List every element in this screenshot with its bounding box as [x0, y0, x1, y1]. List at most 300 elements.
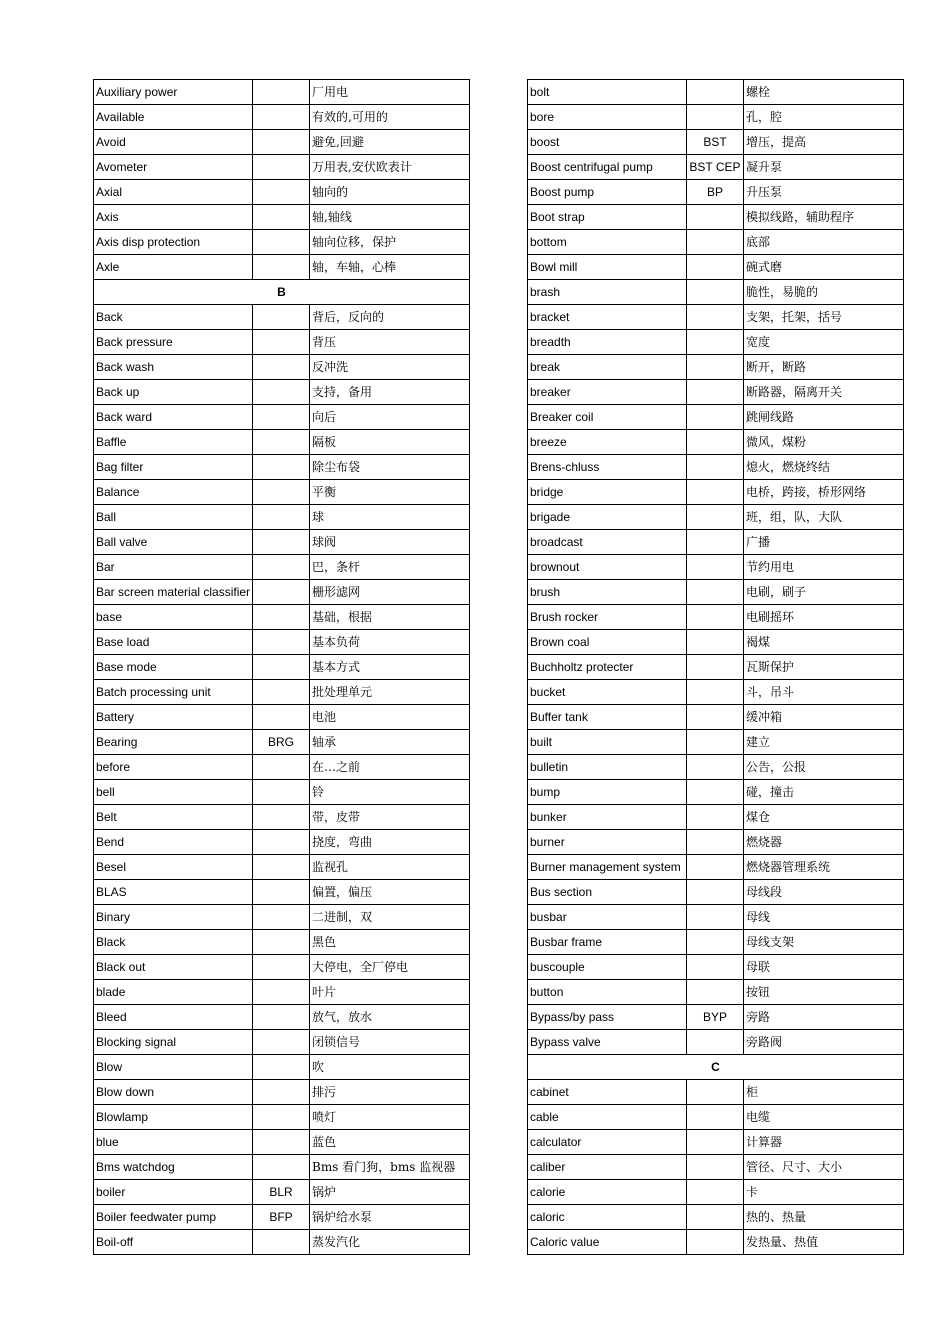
table-row	[528, 1230, 904, 1255]
term-chinese: 球阀	[310, 530, 470, 555]
term-abbreviation	[687, 955, 744, 980]
term-abbreviation	[687, 730, 744, 755]
table-row	[528, 855, 904, 880]
term-english: Balance	[94, 480, 253, 505]
term-english: Boil-off	[94, 1230, 253, 1255]
term-abbreviation	[253, 205, 310, 230]
term-abbreviation	[687, 1180, 744, 1205]
table-row	[94, 455, 470, 480]
table-row	[94, 755, 470, 780]
term-english: brash	[528, 280, 687, 305]
term-abbreviation	[687, 605, 744, 630]
term-chinese: 斗，吊斗	[744, 680, 904, 705]
table-row	[528, 530, 904, 555]
term-chinese: 按钮	[744, 980, 904, 1005]
term-chinese: 煤仓	[744, 805, 904, 830]
term-abbreviation	[253, 105, 310, 130]
term-english: Axis disp protection	[94, 230, 253, 255]
term-abbreviation	[687, 980, 744, 1005]
term-chinese: 避免,回避	[310, 130, 470, 155]
term-abbreviation	[253, 130, 310, 155]
table-row	[94, 555, 470, 580]
term-english: brownout	[528, 555, 687, 580]
term-chinese: 有效的,可用的	[310, 105, 470, 130]
term-chinese: 跳闸线路	[744, 405, 904, 430]
table-row	[94, 205, 470, 230]
term-english: Bearing	[94, 730, 253, 755]
table-row	[528, 780, 904, 805]
term-abbreviation	[253, 1230, 310, 1255]
term-english: Blow down	[94, 1080, 253, 1105]
table-row	[94, 605, 470, 630]
table-row	[528, 230, 904, 255]
term-chinese: 底部	[744, 230, 904, 255]
term-abbreviation	[253, 455, 310, 480]
term-abbreviation	[687, 1080, 744, 1105]
term-english: Bus section	[528, 880, 687, 905]
term-abbreviation	[253, 905, 310, 930]
term-english: bridge	[528, 480, 687, 505]
term-abbreviation	[253, 230, 310, 255]
term-abbreviation	[687, 830, 744, 855]
term-abbreviation	[253, 980, 310, 1005]
term-abbreviation: BLR	[253, 1180, 310, 1205]
term-abbreviation	[253, 430, 310, 455]
term-abbreviation: BST CEP	[687, 155, 744, 180]
table-row	[94, 680, 470, 705]
section-header-row	[528, 1055, 904, 1080]
table-row	[94, 430, 470, 455]
term-english: Buffer tank	[528, 705, 687, 730]
term-chinese: 放气，放水	[310, 1005, 470, 1030]
term-abbreviation	[687, 355, 744, 380]
term-english: before	[94, 755, 253, 780]
term-english: button	[528, 980, 687, 1005]
term-english: Back wash	[94, 355, 253, 380]
table-row	[528, 1180, 904, 1205]
table-row	[528, 980, 904, 1005]
table-row	[94, 730, 470, 755]
term-chinese: 燃烧器管理系统	[744, 855, 904, 880]
term-chinese: 螺栓	[744, 80, 904, 105]
table-row	[528, 805, 904, 830]
term-english: Black out	[94, 955, 253, 980]
section-header-row	[94, 280, 470, 305]
term-english: Bypass/by pass	[528, 1005, 687, 1030]
term-english: blue	[94, 1130, 253, 1155]
term-abbreviation	[687, 105, 744, 130]
term-english: Brown coal	[528, 630, 687, 655]
term-english: Bar screen material classifier	[94, 580, 253, 605]
table-row	[94, 330, 470, 355]
table-row	[94, 1005, 470, 1030]
term-english: Axis	[94, 205, 253, 230]
term-chinese: 断开，断路	[744, 355, 904, 380]
term-abbreviation	[687, 430, 744, 455]
term-chinese: 瓦斯保护	[744, 655, 904, 680]
table-row	[94, 380, 470, 405]
table-row	[528, 1005, 904, 1030]
term-chinese: 燃烧器	[744, 830, 904, 855]
term-abbreviation: BYP	[687, 1005, 744, 1030]
term-chinese: 偏置，偏压	[310, 880, 470, 905]
term-abbreviation: BST	[687, 130, 744, 155]
term-abbreviation	[253, 255, 310, 280]
table-row	[94, 580, 470, 605]
table-row	[528, 955, 904, 980]
term-english: bottom	[528, 230, 687, 255]
table-row	[94, 505, 470, 530]
table-row	[94, 180, 470, 205]
table-row	[528, 655, 904, 680]
term-abbreviation	[687, 230, 744, 255]
term-english: calorie	[528, 1180, 687, 1205]
term-chinese: 在…之前	[310, 755, 470, 780]
left-table-body	[94, 80, 470, 1255]
term-abbreviation	[253, 1030, 310, 1055]
term-english: break	[528, 355, 687, 380]
term-english: Back ward	[94, 405, 253, 430]
table-row	[528, 905, 904, 930]
term-abbreviation	[687, 805, 744, 830]
term-chinese: 宽度	[744, 330, 904, 355]
term-english: Baffle	[94, 430, 253, 455]
term-abbreviation	[253, 680, 310, 705]
term-abbreviation	[687, 780, 744, 805]
term-chinese: 锅炉	[310, 1180, 470, 1205]
term-chinese: 卡	[744, 1180, 904, 1205]
table-row	[94, 80, 470, 105]
term-english: Battery	[94, 705, 253, 730]
table-row	[528, 730, 904, 755]
term-abbreviation	[687, 205, 744, 230]
term-english: Binary	[94, 905, 253, 930]
term-english: Bend	[94, 830, 253, 855]
term-english: brigade	[528, 505, 687, 530]
term-abbreviation	[687, 405, 744, 430]
section-letter: B	[94, 280, 470, 305]
term-english: Axial	[94, 180, 253, 205]
table-row	[528, 1205, 904, 1230]
term-chinese: 建立	[744, 730, 904, 755]
table-row	[94, 405, 470, 430]
term-english: Axle	[94, 255, 253, 280]
term-chinese: 支架，托架，括号	[744, 305, 904, 330]
term-abbreviation	[253, 780, 310, 805]
term-english: bulletin	[528, 755, 687, 780]
term-abbreviation	[253, 630, 310, 655]
table-row	[528, 305, 904, 330]
term-abbreviation	[687, 330, 744, 355]
term-abbreviation	[253, 655, 310, 680]
term-chinese: 褐煤	[744, 630, 904, 655]
table-row	[528, 705, 904, 730]
table-row	[528, 930, 904, 955]
term-abbreviation	[687, 930, 744, 955]
term-chinese: 平衡	[310, 480, 470, 505]
term-abbreviation: BFP	[253, 1205, 310, 1230]
table-row	[94, 1130, 470, 1155]
term-english: Base load	[94, 630, 253, 655]
term-english: Avometer	[94, 155, 253, 180]
term-abbreviation	[253, 1155, 310, 1180]
term-chinese: 微风，煤粉	[744, 430, 904, 455]
term-abbreviation	[253, 555, 310, 580]
table-row	[528, 455, 904, 480]
term-abbreviation	[253, 330, 310, 355]
table-row	[528, 180, 904, 205]
term-english: bolt	[528, 80, 687, 105]
term-english: Brush rocker	[528, 605, 687, 630]
term-chinese: 断路器，隔离开关	[744, 380, 904, 405]
table-row	[94, 705, 470, 730]
term-abbreviation	[253, 705, 310, 730]
table-row	[94, 480, 470, 505]
table-row	[94, 1180, 470, 1205]
term-abbreviation	[253, 755, 310, 780]
term-chinese: 母线支架	[744, 930, 904, 955]
table-row	[94, 305, 470, 330]
term-chinese: 蒸发汽化	[310, 1230, 470, 1255]
table-row	[528, 755, 904, 780]
term-chinese: 二进制，双	[310, 905, 470, 930]
term-chinese: 隔板	[310, 430, 470, 455]
table-row	[94, 980, 470, 1005]
term-abbreviation	[687, 755, 744, 780]
term-english: Ball	[94, 505, 253, 530]
term-chinese: 发热量、热值	[744, 1230, 904, 1255]
table-row	[94, 130, 470, 155]
table-row	[94, 1205, 470, 1230]
term-english: Ball valve	[94, 530, 253, 555]
term-abbreviation	[253, 1080, 310, 1105]
term-chinese: 轴，车轴，心棒	[310, 255, 470, 280]
term-chinese: 轴,轴线	[310, 205, 470, 230]
table-row	[94, 230, 470, 255]
table-row	[94, 355, 470, 380]
term-chinese: 闭锁信号	[310, 1030, 470, 1055]
table-row	[528, 255, 904, 280]
term-english: bunker	[528, 805, 687, 830]
term-abbreviation	[687, 455, 744, 480]
term-chinese: 基本负荷	[310, 630, 470, 655]
table-row	[94, 1230, 470, 1255]
term-chinese: 电池	[310, 705, 470, 730]
term-chinese: 节约用电	[744, 555, 904, 580]
table-row	[528, 1030, 904, 1055]
term-abbreviation	[687, 505, 744, 530]
term-chinese: 吹	[310, 1055, 470, 1080]
table-row	[528, 880, 904, 905]
term-chinese: 热的、热量	[744, 1205, 904, 1230]
term-english: Bleed	[94, 1005, 253, 1030]
term-english: Base mode	[94, 655, 253, 680]
term-abbreviation	[253, 1105, 310, 1130]
table-row	[528, 1130, 904, 1155]
term-english: calculator	[528, 1130, 687, 1155]
term-chinese: 柜	[744, 1080, 904, 1105]
term-abbreviation	[253, 530, 310, 555]
term-chinese: 母线段	[744, 880, 904, 905]
glossary-table-right	[527, 79, 904, 1255]
term-chinese: 万用表,安伏欧表计	[310, 155, 470, 180]
term-chinese: 母联	[744, 955, 904, 980]
term-english: burner	[528, 830, 687, 855]
term-abbreviation	[687, 705, 744, 730]
term-chinese: 计算器	[744, 1130, 904, 1155]
term-chinese: 熄火，燃烧终结	[744, 455, 904, 480]
term-chinese: 母线	[744, 905, 904, 930]
term-abbreviation	[253, 930, 310, 955]
term-english: broadcast	[528, 530, 687, 555]
term-english: Batch processing unit	[94, 680, 253, 705]
term-english: Bypass valve	[528, 1030, 687, 1055]
term-chinese: 巴，条杆	[310, 555, 470, 580]
term-english: Boost pump	[528, 180, 687, 205]
table-row	[528, 680, 904, 705]
term-abbreviation	[687, 380, 744, 405]
table-row	[94, 105, 470, 130]
term-chinese: 叶片	[310, 980, 470, 1005]
term-english: Boot strap	[528, 205, 687, 230]
term-english: Brens-chluss	[528, 455, 687, 480]
term-english: bell	[94, 780, 253, 805]
table-row	[528, 1105, 904, 1130]
table-row	[528, 1155, 904, 1180]
table-row	[94, 655, 470, 680]
term-abbreviation	[687, 580, 744, 605]
table-row	[94, 1080, 470, 1105]
term-chinese: 大停电，全厂停电	[310, 955, 470, 980]
term-english: Caloric value	[528, 1230, 687, 1255]
table-row	[528, 280, 904, 305]
table-row	[94, 880, 470, 905]
term-english: bucket	[528, 680, 687, 705]
term-chinese: 球	[310, 505, 470, 530]
table-row	[528, 330, 904, 355]
term-abbreviation	[687, 480, 744, 505]
term-chinese: 模拟线路，辅助程序	[744, 205, 904, 230]
table-row	[94, 905, 470, 930]
term-english: Breaker coil	[528, 405, 687, 430]
term-chinese: 电缆	[744, 1105, 904, 1130]
term-chinese: 批处理单元	[310, 680, 470, 705]
term-english: caliber	[528, 1155, 687, 1180]
table-row	[94, 630, 470, 655]
term-english: breaker	[528, 380, 687, 405]
term-english: Back	[94, 305, 253, 330]
term-abbreviation	[253, 880, 310, 905]
term-chinese: 公告，公报	[744, 755, 904, 780]
term-chinese: 铃	[310, 780, 470, 805]
term-chinese: 电桥，跨接，桥形网络	[744, 480, 904, 505]
term-chinese: 管径、尺寸、大小	[744, 1155, 904, 1180]
table-row	[528, 130, 904, 155]
table-row	[528, 505, 904, 530]
term-abbreviation	[253, 355, 310, 380]
term-english: Buchholtz protecter	[528, 655, 687, 680]
term-chinese: 孔，腔	[744, 105, 904, 130]
term-abbreviation	[687, 305, 744, 330]
table-row	[528, 1080, 904, 1105]
term-english: Back up	[94, 380, 253, 405]
term-abbreviation	[687, 555, 744, 580]
term-abbreviation	[253, 155, 310, 180]
table-row	[94, 255, 470, 280]
term-chinese: 背后，反向的	[310, 305, 470, 330]
table-row	[528, 430, 904, 455]
term-chinese: Bms 看门狗，bms 监视器	[310, 1155, 470, 1180]
term-chinese: 碰，撞击	[744, 780, 904, 805]
term-chinese: 支持，备用	[310, 380, 470, 405]
term-abbreviation	[253, 1005, 310, 1030]
term-abbreviation: BRG	[253, 730, 310, 755]
term-chinese: 向后	[310, 405, 470, 430]
term-english: Bar	[94, 555, 253, 580]
term-chinese: 电刷摇环	[744, 605, 904, 630]
term-abbreviation	[253, 180, 310, 205]
term-chinese: 基础，根据	[310, 605, 470, 630]
table-row	[94, 1105, 470, 1130]
table-row	[94, 1030, 470, 1055]
term-abbreviation	[687, 905, 744, 930]
term-abbreviation	[687, 1130, 744, 1155]
table-row	[528, 405, 904, 430]
term-english: Black	[94, 930, 253, 955]
term-chinese: 带，皮带	[310, 805, 470, 830]
term-abbreviation	[687, 530, 744, 555]
table-row	[528, 80, 904, 105]
term-chinese: 脆性，易脆的	[744, 280, 904, 305]
term-english: boost	[528, 130, 687, 155]
term-chinese: 升压泵	[744, 180, 904, 205]
term-chinese: 喷灯	[310, 1105, 470, 1130]
term-chinese: 排污	[310, 1080, 470, 1105]
term-abbreviation	[253, 1130, 310, 1155]
term-chinese: 旁路	[744, 1005, 904, 1030]
term-english: Boost centrifugal pump	[528, 155, 687, 180]
term-abbreviation	[253, 605, 310, 630]
term-english: Bms watchdog	[94, 1155, 253, 1180]
term-english: blade	[94, 980, 253, 1005]
term-abbreviation	[687, 680, 744, 705]
table-row	[528, 605, 904, 630]
term-chinese: 轴向位移，保护	[310, 230, 470, 255]
term-abbreviation	[253, 855, 310, 880]
term-english: Busbar frame	[528, 930, 687, 955]
term-chinese: 除尘布袋	[310, 455, 470, 480]
table-row	[94, 155, 470, 180]
term-chinese: 反冲洗	[310, 355, 470, 380]
term-abbreviation	[253, 305, 310, 330]
term-chinese: 轴承	[310, 730, 470, 755]
term-english: bump	[528, 780, 687, 805]
term-english: brush	[528, 580, 687, 605]
right-table-body	[528, 80, 904, 1255]
term-abbreviation	[253, 830, 310, 855]
term-chinese: 电刷，刷子	[744, 580, 904, 605]
term-chinese: 碗式磨	[744, 255, 904, 280]
term-chinese: 班，组，队，大队	[744, 505, 904, 530]
table-row	[94, 1055, 470, 1080]
table-row	[94, 855, 470, 880]
term-chinese: 增压，提高	[744, 130, 904, 155]
table-row	[528, 105, 904, 130]
table-row	[528, 380, 904, 405]
term-chinese: 挠度，弯曲	[310, 830, 470, 855]
term-chinese: 栅形滤网	[310, 580, 470, 605]
term-chinese: 蓝色	[310, 1130, 470, 1155]
